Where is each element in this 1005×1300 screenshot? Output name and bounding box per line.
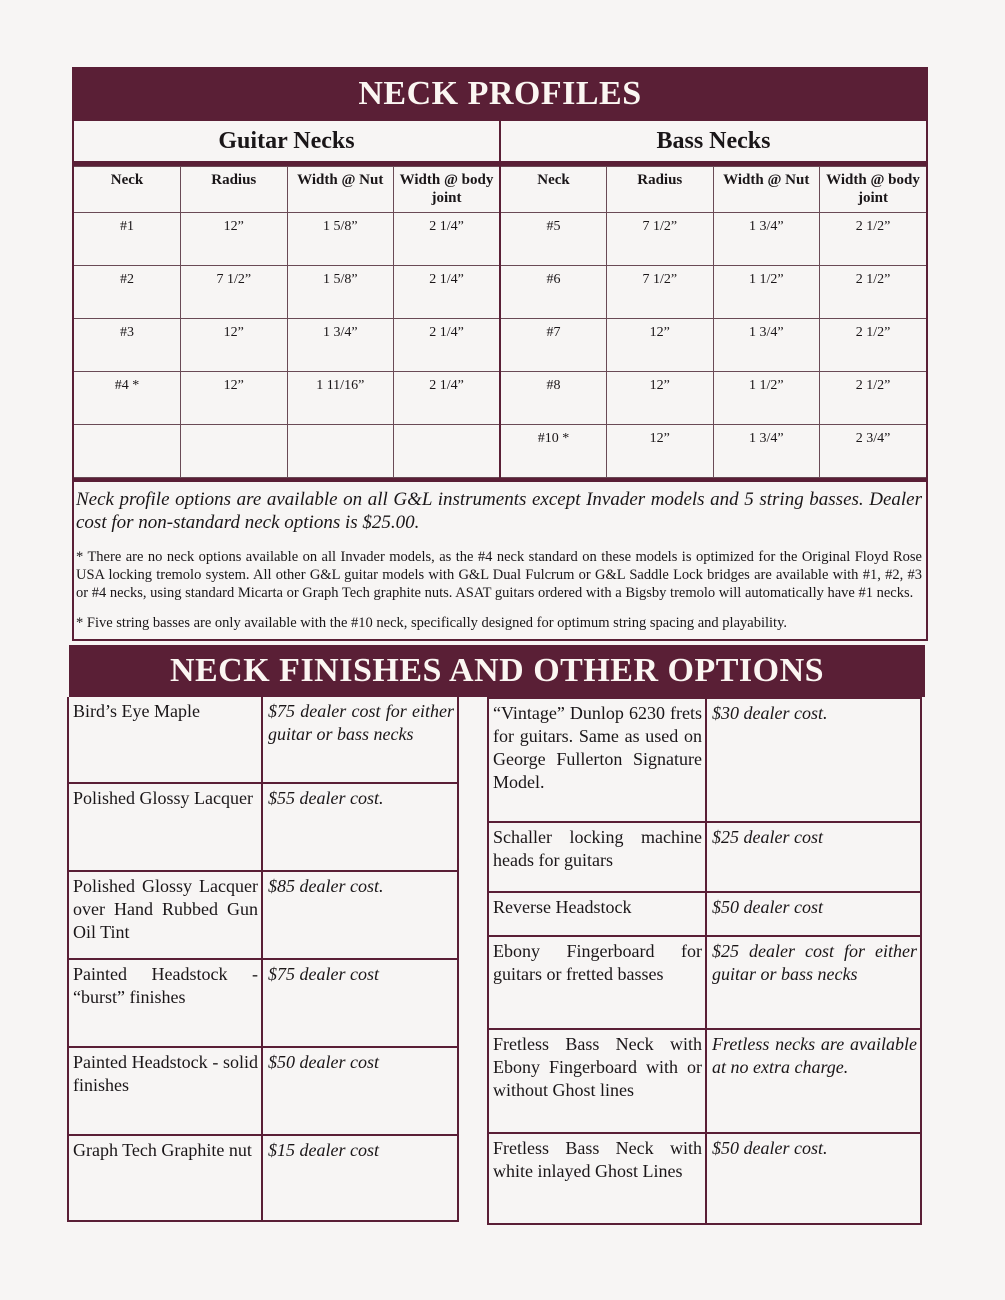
table-cell: 1 3/4” — [713, 213, 820, 266]
option-price: $30 dealer cost. — [712, 703, 828, 723]
table-cell: 7 1/2” — [181, 266, 288, 319]
table-cell: 1 5/8” — [287, 213, 394, 266]
option-price: $50 dealer cost. — [712, 1138, 828, 1158]
notes-block — [74, 478, 926, 632]
column-header: Width @ body joint — [820, 167, 927, 213]
option-name: Fretless Bass Neck with Ebony Fingerboard with or without Ghost lines — [489, 1030, 707, 1132]
option-row — [69, 872, 457, 960]
table-row — [74, 213, 926, 266]
column-header: Radius — [181, 167, 288, 213]
table-cell: 1 11/16” — [287, 372, 394, 425]
table-cell: 1 1/2” — [713, 266, 820, 319]
table-row — [74, 266, 926, 319]
five-string-footnote: * Five string basses are only available with the #10 neck, specifically designed for optimum string spacing and playability. — [76, 615, 788, 631]
option-price: $25 dealer cost — [712, 827, 823, 847]
option-name: Polished Glossy Lacquer over Hand Rubbed Gun Oil Tint — [69, 872, 263, 958]
option-row — [489, 823, 920, 893]
option-price: $15 dealer cost — [268, 1140, 379, 1160]
option-row — [69, 1136, 457, 1222]
table-cell — [74, 425, 181, 478]
table-cell: #7 — [500, 319, 607, 372]
table-cell: 7 1/2” — [607, 266, 714, 319]
option-price: $75 dealer cost — [268, 964, 379, 984]
option-row — [489, 1134, 920, 1223]
column-header: Radius — [607, 167, 714, 213]
option-name: Schaller locking machine heads for guitars — [489, 823, 707, 891]
table-cell: #2 — [74, 266, 181, 319]
table-cell: #5 — [500, 213, 607, 266]
option-price: $55 dealer cost. — [268, 788, 384, 808]
subheading-row — [74, 121, 926, 166]
option-name: “Vintage” Dunlop 6230 frets for guitars. Same as used on George Fullerton Signature Model. — [489, 699, 707, 821]
table-cell: 12” — [607, 425, 714, 478]
option-row — [489, 937, 920, 1030]
option-name: Polished Glossy Lacquer — [69, 784, 263, 870]
column-header: Neck — [74, 167, 181, 213]
table-cell: 1 3/4” — [713, 319, 820, 372]
neck-options-note: Neck profile options are available on all G&L instruments except Invader models and 5 string basses. Dealer cost for non-standard neck options is $25.00. — [76, 489, 922, 533]
guitar-necks-heading: Guitar Necks — [218, 128, 355, 154]
option-name: Painted Headstock - solid finishes — [69, 1048, 263, 1134]
table-cell: 2 1/2” — [820, 319, 927, 372]
table-cell: #10 * — [500, 425, 607, 478]
table-header-row — [74, 167, 926, 213]
table-cell — [287, 425, 394, 478]
option-row — [69, 697, 457, 784]
option-row — [489, 1030, 920, 1134]
column-header: Neck — [500, 167, 607, 213]
table-row — [74, 319, 926, 372]
option-name: Graph Tech Graphite nut — [69, 1136, 263, 1222]
table-cell: 1 5/8” — [287, 266, 394, 319]
neck-finishes-banner: NECK FINISHES AND OTHER OPTIONS — [69, 645, 925, 697]
option-price: $25 dealer cost for either guitar or bass necks — [712, 941, 917, 984]
table-cell: 2 1/2” — [820, 372, 927, 425]
table-cell: 1 3/4” — [287, 319, 394, 372]
table-cell: 2 1/4” — [394, 213, 501, 266]
table-cell: 12” — [607, 319, 714, 372]
option-name: Reverse Headstock — [489, 893, 707, 935]
table-cell: 2 1/4” — [394, 372, 501, 425]
option-row — [489, 699, 920, 823]
table-cell — [394, 425, 501, 478]
table-cell: 2 1/2” — [820, 213, 927, 266]
column-header: Width @ body joint — [394, 167, 501, 213]
option-price: Fretless necks are available at no extra charge. — [712, 1034, 917, 1077]
option-row — [489, 893, 920, 937]
bass-necks-heading: Bass Necks — [499, 121, 926, 161]
option-name: Bird’s Eye Maple — [69, 697, 263, 782]
option-name: Ebony Fingerboard for guitars or fretted basses — [489, 937, 707, 1028]
option-price: $50 dealer cost — [268, 1052, 379, 1072]
table-cell: #3 — [74, 319, 181, 372]
options-table-right — [487, 697, 922, 1225]
table-row — [74, 425, 926, 478]
option-name: Painted Headstock - “burst” finishes — [69, 960, 263, 1046]
table-row — [74, 372, 926, 425]
table-cell: #8 — [500, 372, 607, 425]
table-cell: 2 3/4” — [820, 425, 927, 478]
column-header: Width @ Nut — [287, 167, 394, 213]
table-cell: 2 1/4” — [394, 266, 501, 319]
neck-profiles-banner: NECK PROFILES — [72, 67, 928, 121]
table-cell: #4 * — [74, 372, 181, 425]
option-row — [69, 960, 457, 1048]
table-cell: 7 1/2” — [607, 213, 714, 266]
table-cell: #1 — [74, 213, 181, 266]
option-row — [69, 784, 457, 872]
table-cell: 12” — [181, 213, 288, 266]
table-cell — [181, 425, 288, 478]
option-price: $50 dealer cost — [712, 897, 823, 917]
options-table-left — [67, 697, 459, 1222]
table-cell: 2 1/4” — [394, 319, 501, 372]
option-row — [69, 1048, 457, 1136]
column-header: Width @ Nut — [713, 167, 820, 213]
neck-profiles-section — [72, 121, 928, 641]
option-name: Fretless Bass Neck with white inlayed Ghost Lines — [489, 1134, 707, 1223]
option-price: $75 dealer cost for either guitar or bass necks — [268, 701, 454, 744]
option-price: $85 dealer cost. — [268, 876, 384, 896]
invader-footnote: * There are no neck options available on all Invader models, as the #4 neck standard on these models is optimized for the Original Floyd Rose USA locking tremolo system. All other G&L guitar models with G&L Dual Fulcrum or G&L Saddle Lock bridges are available with #1, #2, #3 or #4 necks, using standard Micarta or Graph Tech graphite nuts. ASAT guitars ordered with a Bigsby tremolo will automatically have #1 necks. — [76, 549, 922, 601]
table-cell: 12” — [181, 319, 288, 372]
table-cell: #6 — [500, 266, 607, 319]
table-cell: 12” — [181, 372, 288, 425]
table-cell: 1 1/2” — [713, 372, 820, 425]
table-cell: 2 1/2” — [820, 266, 927, 319]
table-cell: 12” — [607, 372, 714, 425]
neck-profile-table — [74, 166, 926, 478]
table-cell: 1 3/4” — [713, 425, 820, 478]
